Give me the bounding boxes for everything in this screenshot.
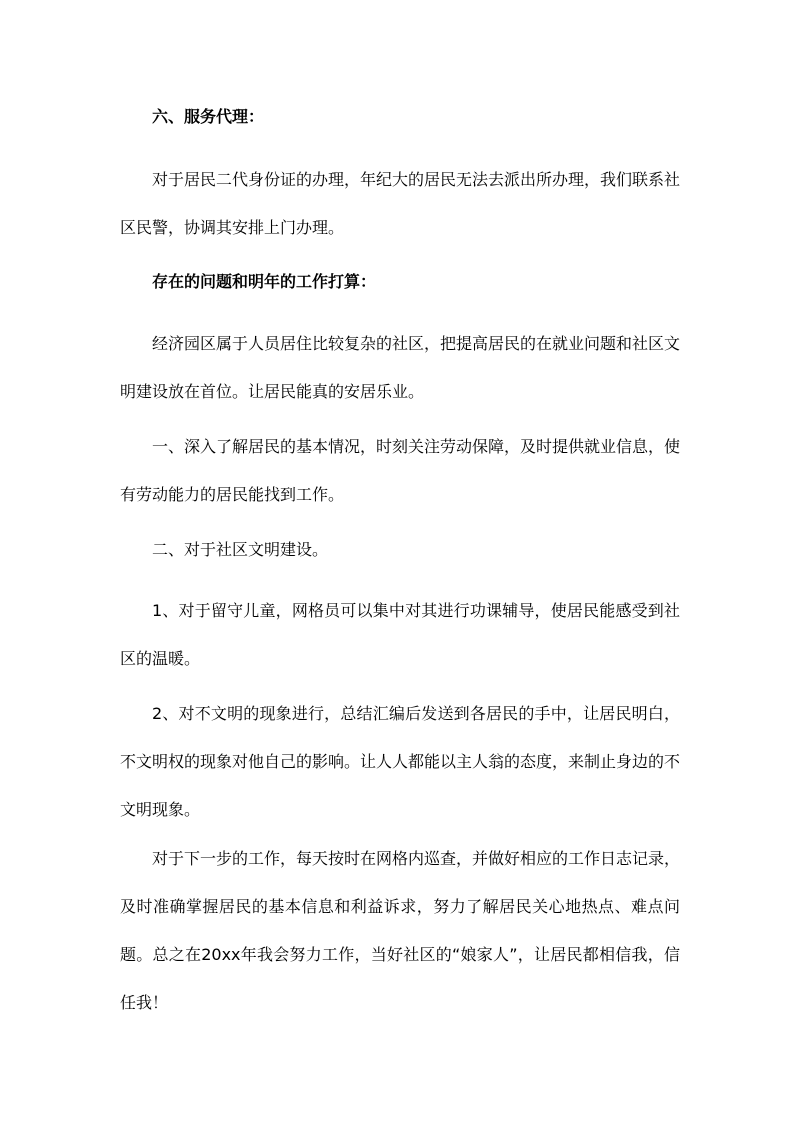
sub-item-1: 1、对于留守儿童，网格员可以集中对其进行功课辅导，使居民能感受到社区的温暖。 (120, 601, 680, 668)
list-item-one: 一、深入了解居民的基本情况，时刻关注劳动保障，及时提供就业信息，使有劳动能力的居民能找到工作。 (120, 437, 681, 504)
paragraph-overview: 经济园区属于人员居住比较复杂的社区，把提高居民的在就业问题和社区文明建设放在首位。让居民能真的安居乐业。 (120, 334, 681, 401)
paragraph-service-agency: 对于居民二代身份证的办理，年纪大的居民无法去派出所办理，我们联系社区民警，协调其安排上门办理。 (120, 170, 681, 237)
heading-problems-plans: 存在的问题和明年的工作打算： (152, 272, 377, 291)
sub-item-2: 2、对不文明的现象进行，总结汇编后发送到各居民的手中，让居民明白，不文明权的现象对他自己的影响。让人人都能以主人翁的态度，来制止身边的不文明现象。 (120, 704, 681, 819)
list-item-two: 二、对于社区文明建设。 (152, 540, 329, 559)
heading-service-agency: 六、服务代理： (152, 107, 265, 126)
paragraph-closing: 对于下一步的工作，每天按时在网格内巡查，并做好相应的工作日志记录，及时准确掌握居民的基本信息和利益诉求，努力了解居民关心地热点、难点问题。总之在20xx年我会努力工作，当好社区的“娘家人”，让居民都相信我，信任我！ (120, 849, 681, 1012)
